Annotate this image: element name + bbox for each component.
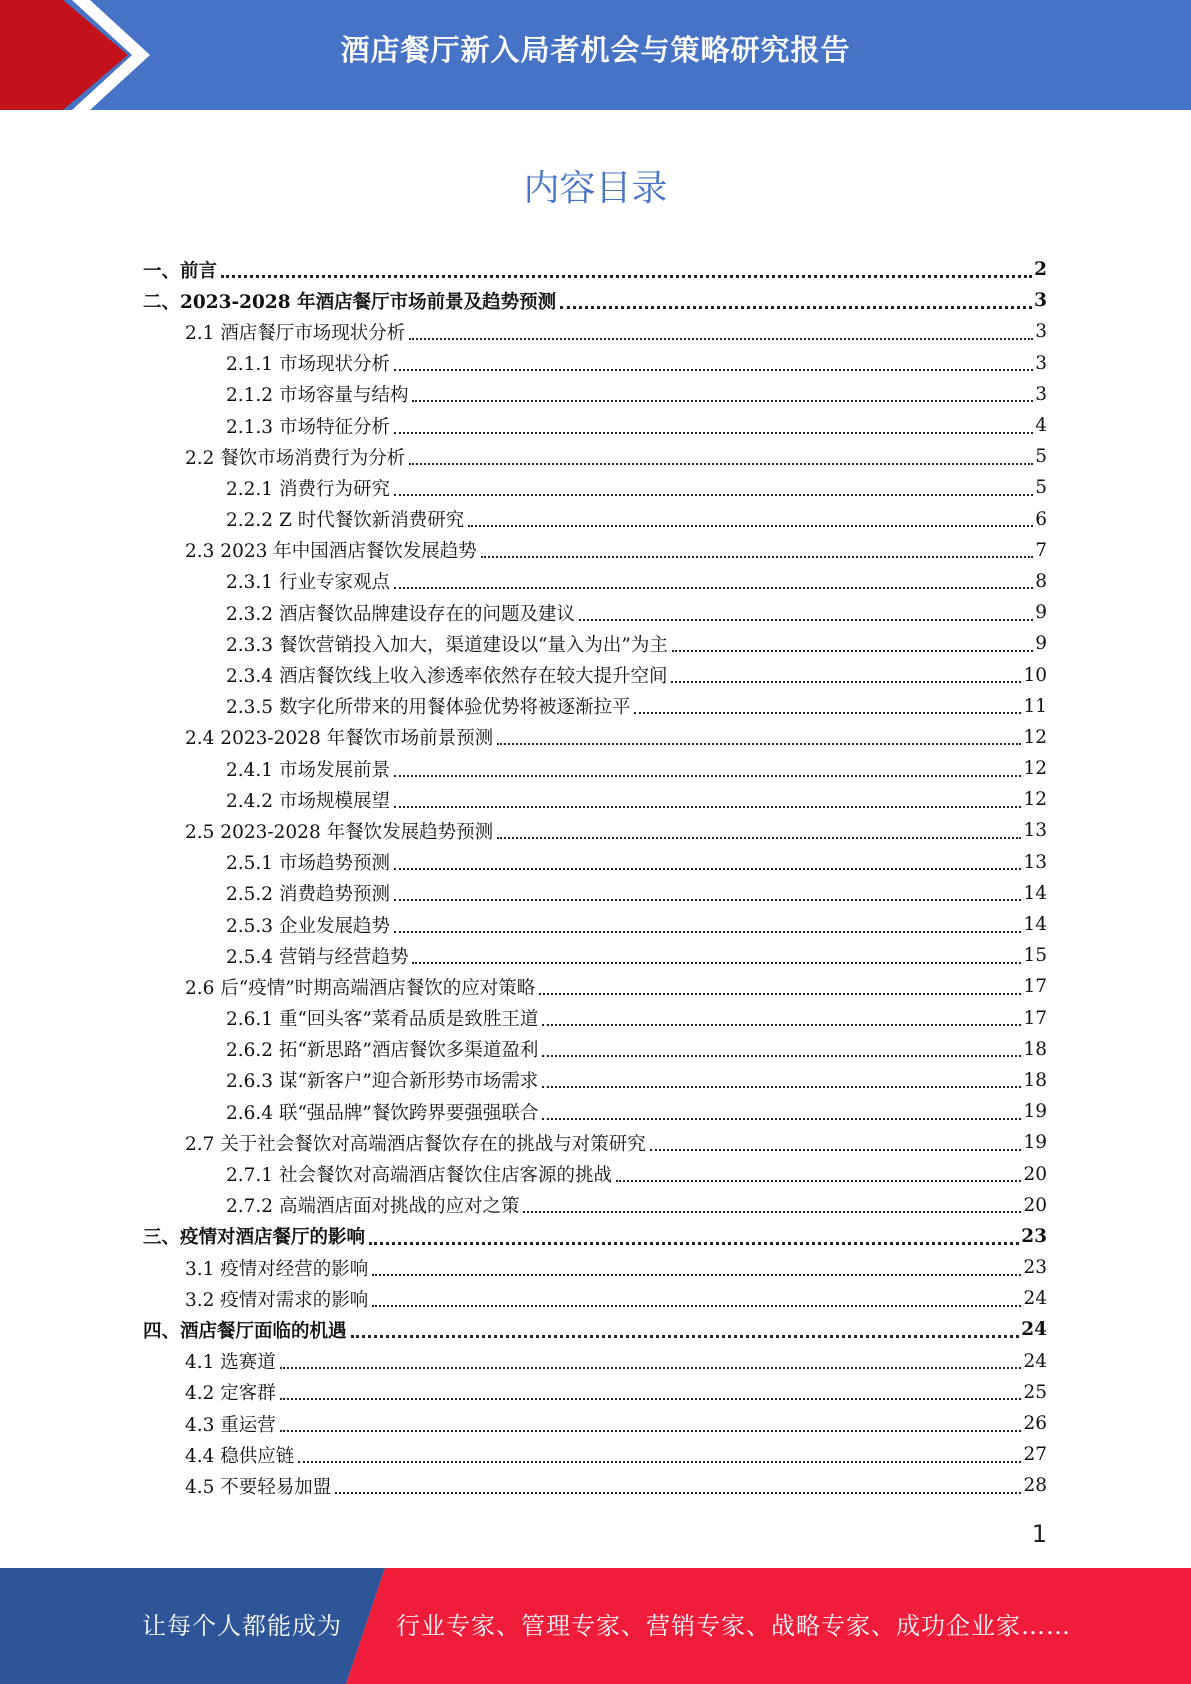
toc-entry-label: 2.1.2 市场容量与结构 [226, 385, 409, 407]
toc-entry-page: 28 [1023, 1475, 1047, 1497]
toc-dot-leader [497, 837, 1021, 839]
toc-entry-label: 4.2 定客群 [185, 1383, 276, 1405]
toc-entry-page: 24 [1023, 1350, 1047, 1372]
toc-entry-label: 2.5.4 营销与经营趋势 [226, 946, 409, 968]
toc-entry-label: 2.6.1 重“回头客”菜肴品质是致胜王道 [226, 1009, 539, 1031]
toc-entry-page: 19 [1023, 1132, 1047, 1154]
toc-entry[interactable] [143, 909, 1047, 940]
toc-entry-label: 2.7 关于社会餐饮对高端酒店餐饮存在的挑战与对策研究 [185, 1133, 646, 1155]
toc-dot-leader [523, 1211, 1021, 1213]
toc-entry-label: 2.6 后“疫情”时期高端酒店餐饮的应对策略 [185, 977, 536, 999]
toc-dot-leader [394, 868, 1021, 870]
toc-dot-leader [412, 962, 1021, 964]
toc-entry[interactable] [143, 1221, 1047, 1252]
toc-entry-label: 2.1.3 市场特征分析 [226, 416, 390, 438]
toc-dot-leader [671, 681, 1021, 683]
toc-entry-label: 2.5.2 消费趋势预测 [226, 884, 390, 906]
toc-entry[interactable] [143, 1127, 1047, 1158]
toc-dot-leader [542, 1055, 1021, 1057]
toc-entry[interactable] [143, 1003, 1047, 1034]
toc-dot-leader [394, 775, 1021, 777]
report-title: 酒店餐厅新入局者机会与策略研究报告 [340, 33, 851, 67]
toc-entry-page: 17 [1023, 976, 1047, 998]
toc-dot-leader [409, 338, 1033, 340]
toc-entry[interactable] [143, 1096, 1047, 1127]
toc-entry-page: 3 [1035, 383, 1047, 405]
toc-dot-leader [579, 619, 1033, 621]
toc-entry-page: 2 [1034, 259, 1047, 281]
toc-entry[interactable] [143, 254, 1047, 285]
toc-entry-label: 二、2023-2028 年酒店餐厅市场前景及趋势预测 [143, 291, 557, 313]
toc-dot-leader [372, 1305, 1021, 1307]
toc-entry-page: 4 [1035, 415, 1047, 437]
toc-entry-page: 18 [1023, 1038, 1047, 1060]
toc-entry[interactable] [143, 1283, 1047, 1314]
page-header [0, 0, 1191, 110]
toc-entry-label: 2.5 2023-2028 年餐饮发展趋势预测 [185, 821, 494, 843]
toc-dot-leader [634, 712, 1021, 714]
toc-entry-page: 23 [1023, 1257, 1047, 1279]
toc-entry[interactable] [143, 1190, 1047, 1221]
toc-dot-leader [468, 525, 1033, 527]
toc-dot-leader [221, 275, 1032, 278]
toc-entry-page: 18 [1023, 1069, 1047, 1091]
toc-entry[interactable] [143, 1439, 1047, 1470]
toc-entry-page: 26 [1023, 1413, 1047, 1435]
toc-entry-page: 5 [1035, 446, 1047, 468]
toc-entry-page: 14 [1023, 882, 1047, 904]
toc-dot-leader [542, 1118, 1021, 1120]
toc-dot-leader [394, 806, 1021, 808]
toc-entry-page: 3 [1034, 290, 1047, 312]
footer-slogan-left: 让每个人都能成为 [142, 1612, 342, 1640]
toc-entry[interactable] [143, 1408, 1047, 1439]
toc-entry-label: 2.3.4 酒店餐饮线上收入渗透率依然存在较大提升空间 [226, 666, 668, 688]
toc-entry-page: 24 [1021, 1319, 1047, 1341]
toc-entry-label: 2.3.3 餐饮营销投入加大，渠道建设以“量入为出”为主 [226, 634, 668, 656]
toc-entry[interactable] [143, 535, 1047, 566]
toc-dot-leader [394, 587, 1033, 589]
toc-entry[interactable] [143, 379, 1047, 410]
toc-entry[interactable] [143, 1470, 1047, 1501]
toc-dot-leader [394, 931, 1021, 933]
toc-dot-leader [372, 1274, 1021, 1276]
toc-entry-page: 9 [1035, 633, 1047, 655]
toc-entry-page: 12 [1023, 789, 1047, 811]
toc-entry[interactable] [143, 1158, 1047, 1189]
toc-dot-leader [394, 494, 1033, 496]
toc-entry-page: 15 [1023, 945, 1047, 967]
toc-entry[interactable] [143, 1377, 1047, 1408]
toc-entry[interactable] [143, 1314, 1047, 1345]
toc-entry-label: 2.6.3 谋“新客户”迎合新形势市场需求 [226, 1071, 539, 1093]
toc-entry-page: 5 [1035, 477, 1047, 499]
toc-entry-label: 2.5.3 企业发展趋势 [226, 915, 390, 937]
toc-entry-page: 6 [1035, 508, 1047, 530]
toc-dot-leader [394, 369, 1033, 371]
toc-entry[interactable] [143, 784, 1047, 815]
toc-entry-label: 2.2 餐饮市场消费行为分析 [185, 447, 406, 469]
toc-dot-leader [560, 306, 1032, 309]
toc-entry-page: 7 [1035, 539, 1047, 561]
toc-dot-leader [280, 1430, 1022, 1432]
toc-entry-page: 25 [1023, 1381, 1047, 1403]
toc-entry-page: 3 [1035, 352, 1047, 374]
table-of-contents [143, 254, 1047, 1502]
toc-entry-page: 17 [1023, 1007, 1047, 1029]
toc-entry[interactable] [143, 815, 1047, 846]
toc-entry-label: 3.2 疫情对需求的影响 [185, 1289, 369, 1311]
toc-dot-leader [280, 1367, 1022, 1369]
toc-entry[interactable] [143, 504, 1047, 535]
toc-dot-leader [497, 743, 1021, 745]
toc-entry[interactable] [143, 316, 1047, 347]
toc-dot-leader [539, 993, 1021, 995]
toc-dot-leader [351, 1335, 1020, 1338]
toc-entry-label: 2.7.2 高端酒店面对挑战的应对之策 [226, 1196, 520, 1218]
page-number: 1 [1031, 1520, 1047, 1548]
toc-entry-label: 3.1 疫情对经营的影响 [185, 1258, 369, 1280]
toc-entry-page: 9 [1035, 602, 1047, 624]
toc-entry[interactable] [143, 597, 1047, 628]
toc-entry-label: 2.4 2023-2028 年餐饮市场前景预测 [185, 728, 494, 750]
toc-dot-leader [298, 1461, 1021, 1463]
toc-entry-page: 13 [1023, 851, 1047, 873]
toc-dot-leader [335, 1492, 1021, 1494]
toc-dot-leader [672, 650, 1033, 652]
toc-entry-label: 4.3 重运营 [185, 1414, 276, 1436]
toc-dot-leader [409, 463, 1033, 465]
toc-entry-label: 一、前言 [143, 260, 218, 282]
toc-entry[interactable] [143, 348, 1047, 379]
toc-entry-label: 2.1 酒店餐厅市场现状分析 [185, 322, 406, 344]
toc-entry[interactable] [143, 940, 1047, 971]
toc-entry[interactable] [143, 566, 1047, 597]
toc-entry-label: 2.5.1 市场趋势预测 [226, 853, 390, 875]
toc-entry-label: 2.3.5 数字化所带来的用餐体验优势将被逐渐拉平 [226, 697, 631, 719]
toc-dot-leader [616, 1180, 1021, 1182]
toc-entry-label: 2.2.1 消费行为研究 [226, 478, 390, 500]
toc-dot-leader [542, 1024, 1021, 1026]
toc-entry-page: 27 [1023, 1444, 1047, 1466]
toc-entry[interactable] [143, 878, 1047, 909]
toc-dot-leader [394, 899, 1021, 901]
toc-entry-page: 23 [1021, 1225, 1047, 1247]
toc-entry-label: 2.6.4 联“强品牌”餐饮跨界要强强联合 [226, 1102, 539, 1124]
toc-entry[interactable] [143, 971, 1047, 1002]
toc-entry[interactable] [143, 659, 1047, 690]
toc-entry[interactable] [143, 753, 1047, 784]
toc-dot-leader [280, 1398, 1022, 1400]
toc-entry-page: 20 [1023, 1194, 1047, 1216]
toc-entry-label: 2.6.2 拓“新思路”酒店餐饮多渠道盈利 [226, 1040, 539, 1062]
toc-entry-label: 2.4.2 市场规模展望 [226, 790, 390, 812]
toc-dot-leader [394, 432, 1033, 434]
toc-entry-page: 12 [1023, 758, 1047, 780]
toc-entry[interactable] [143, 722, 1047, 753]
toc-entry-page: 20 [1023, 1163, 1047, 1185]
toc-entry-page: 10 [1023, 664, 1047, 686]
toc-entry-label: 4.1 选赛道 [185, 1352, 276, 1374]
toc-entry[interactable] [143, 691, 1047, 722]
toc-entry-label: 四、酒店餐厅面临的机遇 [143, 1320, 347, 1342]
toc-entry-label: 2.4.1 市场发展前景 [226, 759, 390, 781]
toc-entry[interactable] [143, 1346, 1047, 1377]
toc-entry-label: 2.1.1 市场现状分析 [226, 354, 390, 376]
toc-entry-label: 2.2.2 Z 时代餐饮新消费研究 [226, 510, 465, 532]
toc-entry[interactable] [143, 847, 1047, 878]
toc-entry-page: 12 [1023, 726, 1047, 748]
toc-entry-label: 三、疫情对酒店餐厅的影响 [143, 1227, 366, 1249]
toc-entry[interactable] [143, 472, 1047, 503]
toc-entry[interactable] [143, 1034, 1047, 1065]
toc-entry-page: 13 [1023, 820, 1047, 842]
toc-entry-label: 4.4 稳供应链 [185, 1445, 295, 1467]
toc-entry-page: 19 [1023, 1101, 1047, 1123]
toc-dot-leader [542, 1086, 1021, 1088]
page-footer [0, 1568, 1191, 1684]
toc-entry-label: 2.3 2023 年中国酒店餐饮发展趋势 [185, 541, 477, 563]
toc-entry-page: 8 [1035, 570, 1047, 592]
header-arrow-decoration [0, 0, 160, 110]
toc-entry[interactable] [143, 410, 1047, 441]
toc-entry-label: 4.5 不要轻易加盟 [185, 1476, 332, 1498]
toc-entry[interactable] [143, 441, 1047, 472]
toc-entry[interactable] [143, 628, 1047, 659]
toc-entry-page: 14 [1023, 914, 1047, 936]
toc-entry-page: 24 [1023, 1288, 1047, 1310]
toc-dot-leader [481, 556, 1033, 558]
toc-entry-label: 2.7.1 社会餐饮对高端酒店餐饮住店客源的挑战 [226, 1165, 612, 1187]
toc-entry-label: 2.3.2 酒店餐饮品牌建设存在的问题及建议 [226, 603, 575, 625]
toc-entry-label: 2.3.1 行业专家观点 [226, 572, 390, 594]
toc-entry[interactable] [143, 285, 1047, 316]
footer-slogan-right: 行业专家、管理专家、营销专家、战略专家、成功企业家…… [396, 1612, 1071, 1640]
toc-dot-leader [369, 1242, 1019, 1245]
toc-heading: 内容目录 [523, 168, 668, 209]
toc-entry[interactable] [143, 1252, 1047, 1283]
toc-entry[interactable] [143, 1065, 1047, 1096]
toc-dot-leader [650, 1149, 1022, 1151]
toc-entry-page: 11 [1023, 695, 1047, 717]
toc-dot-leader [412, 400, 1033, 402]
toc-entry-page: 3 [1035, 321, 1047, 343]
